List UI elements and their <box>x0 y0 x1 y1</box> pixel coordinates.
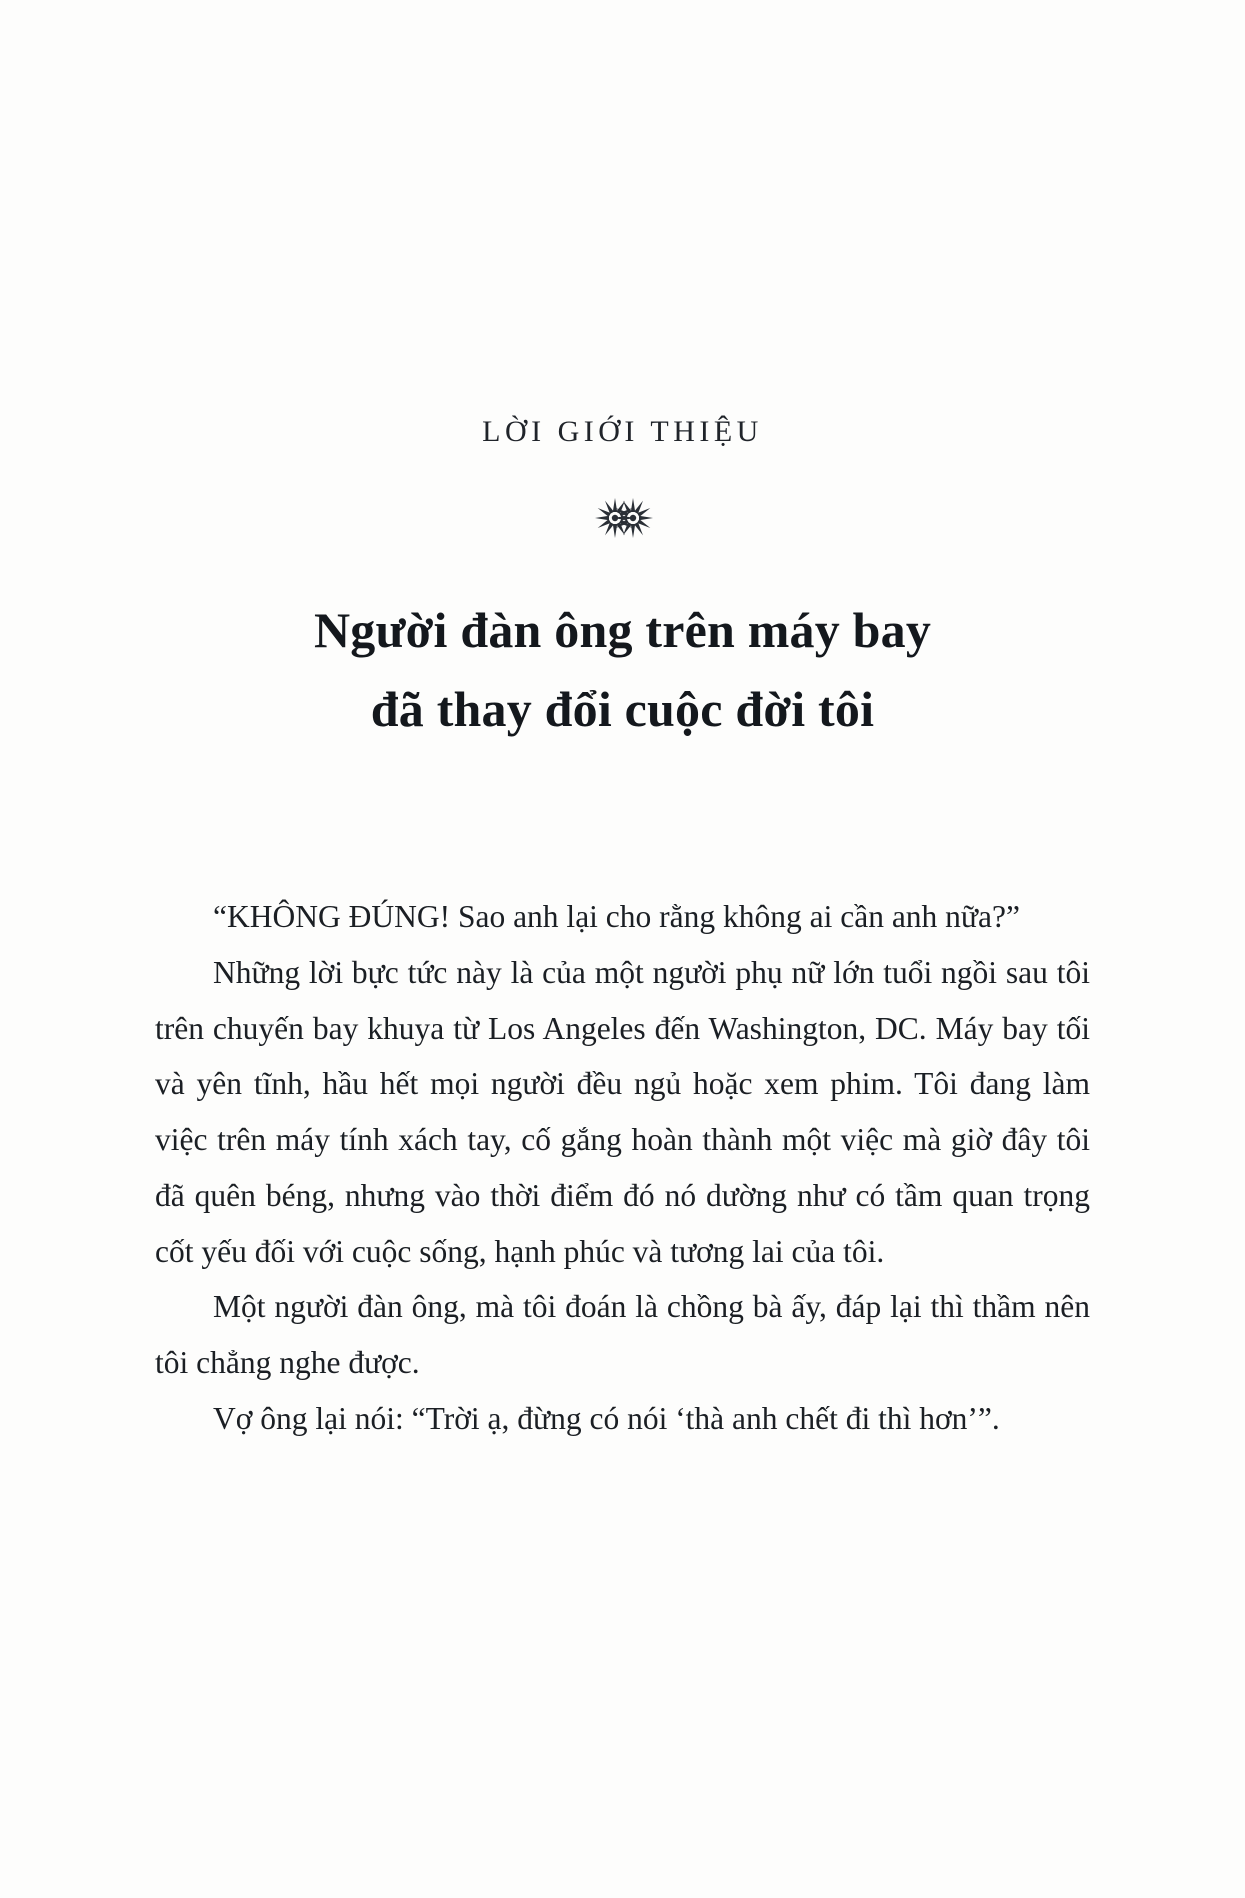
chapter-title-line-1: Người đàn ông trên máy bay <box>313 602 932 658</box>
section-label: LỜI GIỚI THIỆU <box>482 415 763 448</box>
paragraph: Một người đàn ông, mà tôi đoán là chồng bà ấy, đáp lại thì thầm nên tôi chẳng nghe được. <box>155 1289 1090 1380</box>
paragraph: Vợ ông lại nói: “Trời ạ, đừng có nói ‘thà anh chết đi thì hơn’”. <box>213 1400 1000 1436</box>
ornament-container <box>155 487 1090 557</box>
paragraph: “KHÔNG ĐÚNG! Sao anh lại cho rằng không ai cần anh nữa?” <box>213 899 1020 934</box>
body-text <box>155 889 1090 1447</box>
paragraph: Những lời bực tức này là của một người phụ nữ lớn tuổi ngồi sau tôi trên chuyến bay khuya từ Los Angeles đến Washington, DC. Máy bay tối và yên tĩnh, hầu hết mọi người đều ngủ hoặc xem phim. Tôi đang làm việc trên máy tính xách tay, cố gắng hoàn thành một việc mà giờ đây tôi đã quên béng, nhưng vào thời điểm đó nó dường như có tầm quan trọng cốt yếu đối với cuộc sống, hạnh phúc và tương lai của tôi. <box>155 954 1090 1269</box>
chapter-title-line-2: đã thay đổi cuộc đời tôi <box>370 681 875 737</box>
starburst-ornament-icon <box>588 487 658 549</box>
page-content <box>155 0 1090 1898</box>
chapter-title <box>155 591 1090 749</box>
